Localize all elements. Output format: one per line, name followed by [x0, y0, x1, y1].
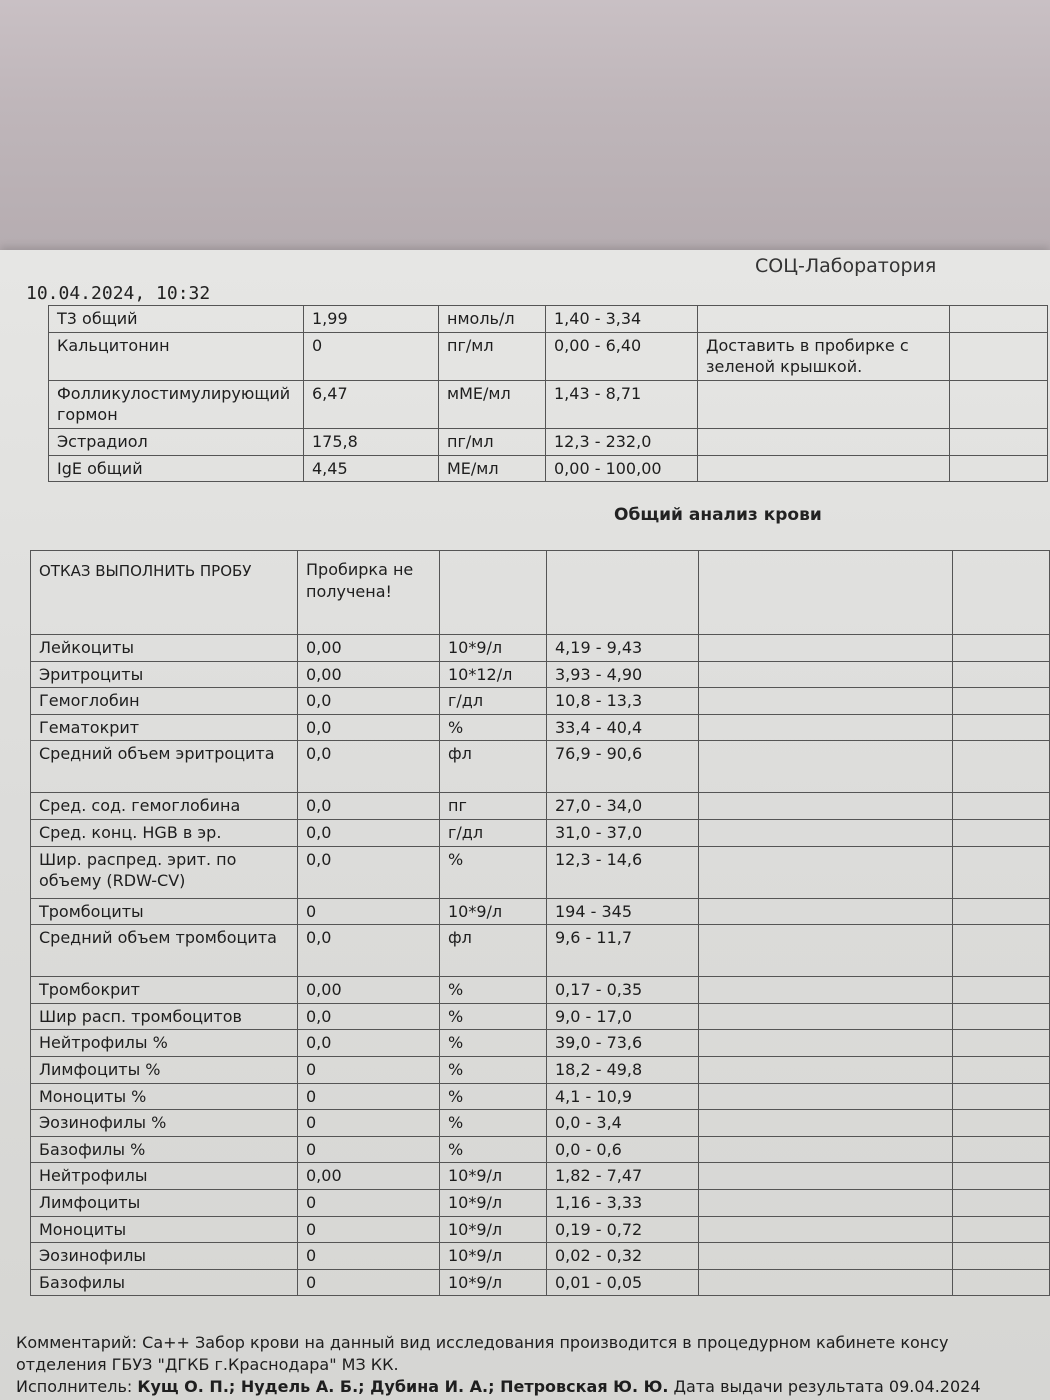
cbc-row-value: 0,00 — [298, 1163, 440, 1190]
refusal-value: Пробирка не получена! — [298, 551, 440, 635]
issue-date: 09.04.2024 — [888, 1377, 981, 1396]
cbc-row — [31, 793, 1050, 820]
hormone-row-name: IgE общий — [49, 455, 304, 482]
cbc-row-range: 31,0 - 37,0 — [547, 819, 699, 846]
cbc-row-range: 10,8 - 13,3 — [547, 688, 699, 715]
cbc-row-unit: % — [440, 846, 547, 898]
hormone-row-unit: МЕ/мл — [439, 455, 546, 482]
cbc-row-unit: 10*9/л — [440, 1189, 547, 1216]
cbc-row — [31, 1163, 1050, 1190]
cbc-row-name: Эритроциты — [31, 661, 298, 688]
cbc-row — [31, 741, 1050, 793]
cbc-row-value: 0,00 — [298, 661, 440, 688]
issue-date-label: Дата выдачи результата — [673, 1377, 884, 1396]
cbc-row-unit: 10*9/л — [440, 1216, 547, 1243]
cbc-row-name: Тромбоциты — [31, 898, 298, 925]
cbc-row-unit: % — [440, 1003, 547, 1030]
cbc-row — [31, 1243, 1050, 1270]
cbc-row-name: Гемоглобин — [31, 688, 298, 715]
hormone-row-name: Т3 общий — [49, 306, 304, 333]
cbc-row-value: 0,0 — [298, 741, 440, 793]
cbc-row-unit: % — [440, 714, 547, 741]
cbc-row — [31, 661, 1050, 688]
cbc-row-name: Тромбокрит — [31, 977, 298, 1004]
cbc-row-name: Сред. конц. HGB в эр. — [31, 819, 298, 846]
cbc-row-unit: % — [440, 1136, 547, 1163]
cbc-row-range: 27,0 - 34,0 — [547, 793, 699, 820]
hormone-row-note — [698, 306, 950, 333]
cbc-row-value: 0 — [298, 1216, 440, 1243]
cbc-row — [31, 925, 1050, 977]
cbc-row-name: Средний объем тромбоцита — [31, 925, 298, 977]
hormone-row-range: 0,00 - 6,40 — [546, 332, 698, 380]
cbc-row — [31, 898, 1050, 925]
cbc-row-value: 0,0 — [298, 1030, 440, 1057]
cbc-row-value: 0,0 — [298, 846, 440, 898]
cbc-row-range: 0,02 - 0,32 — [547, 1243, 699, 1270]
cbc-row-value: 0,0 — [298, 925, 440, 977]
hormone-row-value: 4,45 — [304, 455, 439, 482]
cbc-row — [31, 1083, 1050, 1110]
lab-name: СОЦ-Лаборатория — [755, 255, 937, 277]
hormone-row — [49, 428, 1048, 455]
cbc-row-unit: 10*9/л — [440, 1163, 547, 1190]
cbc-row — [31, 1110, 1050, 1137]
cbc-row — [31, 1030, 1050, 1057]
cbc-row-value: 0,0 — [298, 688, 440, 715]
cbc-row-range: 9,0 - 17,0 — [547, 1003, 699, 1030]
hormone-row-range: 1,43 - 8,71 — [546, 380, 698, 428]
hormone-row — [49, 380, 1048, 428]
cbc-row-value: 0,00 — [298, 635, 440, 662]
cbc-row-range: 33,4 - 40,4 — [547, 714, 699, 741]
cbc-row-value: 0 — [298, 1243, 440, 1270]
cbc-row-unit: % — [440, 1110, 547, 1137]
cbc-row-name: Нейтрофилы % — [31, 1030, 298, 1057]
cbc-row-name: Лимфоциты % — [31, 1056, 298, 1083]
footer-performers-line — [16, 1376, 1050, 1398]
performers-label: Исполнитель: — [16, 1377, 133, 1396]
cbc-row-range: 0,0 - 0,6 — [547, 1136, 699, 1163]
cbc-row-unit: г/дл — [440, 819, 547, 846]
cbc-row-range: 0,19 - 0,72 — [547, 1216, 699, 1243]
cbc-row-value: 0 — [298, 1136, 440, 1163]
cbc-row — [31, 977, 1050, 1004]
cbc-row — [31, 1269, 1050, 1296]
cbc-row — [31, 1216, 1050, 1243]
cbc-row-unit: % — [440, 977, 547, 1004]
hormone-row — [49, 332, 1048, 380]
cbc-row-range: 1,82 - 7,47 — [547, 1163, 699, 1190]
cbc-row-name: Лимфоциты — [31, 1189, 298, 1216]
cbc-row-name: Шир. распред. эрит. по объему (RDW-CV) — [31, 846, 298, 898]
cbc-row-name: Средний объем эритроцита — [31, 741, 298, 793]
cbc-row-value: 0,0 — [298, 1003, 440, 1030]
cbc-results-table — [30, 550, 1050, 1296]
cbc-section-title: Общий анализ крови — [614, 505, 822, 525]
cbc-row-unit: пг — [440, 793, 547, 820]
hormone-row-value: 175,8 — [304, 428, 439, 455]
cbc-row-name: Лейкоциты — [31, 635, 298, 662]
cbc-row — [31, 1003, 1050, 1030]
hormone-row-unit: нмоль/л — [439, 306, 546, 333]
cbc-row — [31, 1189, 1050, 1216]
hormone-row — [49, 455, 1048, 482]
cbc-row — [31, 714, 1050, 741]
cbc-row-range: 4,19 - 9,43 — [547, 635, 699, 662]
cbc-row-name: Базофилы — [31, 1269, 298, 1296]
cbc-row-unit: % — [440, 1056, 547, 1083]
hormone-row-range: 0,00 - 100,00 — [546, 455, 698, 482]
hormone-row-name: Фолликулостимулирующий гормон — [49, 380, 304, 428]
cbc-row-range: 1,16 - 3,33 — [547, 1189, 699, 1216]
cbc-row-value: 0 — [298, 1189, 440, 1216]
refusal-row — [31, 551, 1050, 635]
cbc-row-unit: г/дл — [440, 688, 547, 715]
cbc-row-range: 39,0 - 73,6 — [547, 1030, 699, 1057]
hormone-row-note: Доставить в пробирке с зеленой крышкой. — [698, 332, 950, 380]
hormone-row-name: Эстрадиол — [49, 428, 304, 455]
hormone-row — [49, 306, 1048, 333]
cbc-row-unit: % — [440, 1083, 547, 1110]
cbc-row-range: 18,2 - 49,8 — [547, 1056, 699, 1083]
report-footer — [16, 1332, 1050, 1398]
hormone-row-range: 1,40 - 3,34 — [546, 306, 698, 333]
cbc-row-name: Шир расп. тромбоцитов — [31, 1003, 298, 1030]
cbc-row-value: 0,0 — [298, 793, 440, 820]
cbc-row-value: 0 — [298, 1269, 440, 1296]
cbc-row-unit: фл — [440, 741, 547, 793]
hormone-row-unit: пг/мл — [439, 428, 546, 455]
cbc-row-unit: 10*9/л — [440, 1243, 547, 1270]
cbc-row-value: 0,00 — [298, 977, 440, 1004]
cbc-row-range: 194 - 345 — [547, 898, 699, 925]
cbc-row-range: 12,3 - 14,6 — [547, 846, 699, 898]
cbc-row — [31, 819, 1050, 846]
cbc-row-name: Нейтрофилы — [31, 1163, 298, 1190]
hormone-row-unit: мМЕ/мл — [439, 380, 546, 428]
cbc-row-name: Эозинофилы — [31, 1243, 298, 1270]
footer-comment: Комментарий: Са++ Забор крови на данный вид исследования производится в процедурном кабинете консу — [16, 1333, 949, 1352]
cbc-row-name: Гематокрит — [31, 714, 298, 741]
hormone-results-table — [48, 305, 1048, 482]
report-datetime: 10.04.2024, 10:32 — [26, 283, 211, 304]
cbc-row — [31, 688, 1050, 715]
cbc-row — [31, 1136, 1050, 1163]
cbc-row-unit: 10*12/л — [440, 661, 547, 688]
cbc-row-range: 0,17 - 0,35 — [547, 977, 699, 1004]
hormone-row-value: 1,99 — [304, 306, 439, 333]
hormone-row-note — [698, 428, 950, 455]
cbc-row-unit: 10*9/л — [440, 1269, 547, 1296]
hormone-row-unit: пг/мл — [439, 332, 546, 380]
cbc-row-value: 0 — [298, 1110, 440, 1137]
hormone-row-value: 0 — [304, 332, 439, 380]
hormone-row-range: 12,3 - 232,0 — [546, 428, 698, 455]
cbc-row-value: 0 — [298, 898, 440, 925]
hormone-row-value: 6,47 — [304, 380, 439, 428]
cbc-row-value: 0,0 — [298, 819, 440, 846]
cbc-row — [31, 846, 1050, 898]
cbc-row-name: Сред. сод. гемоглобина — [31, 793, 298, 820]
cbc-row-range: 76,9 - 90,6 — [547, 741, 699, 793]
cbc-row-range: 3,93 - 4,90 — [547, 661, 699, 688]
performers-names: Кущ О. П.; Нудель А. Б.; Дубина И. А.; Петровская Ю. Ю. — [137, 1377, 669, 1396]
cbc-row-name: Эозинофилы % — [31, 1110, 298, 1137]
hormone-row-name: Кальцитонин — [49, 332, 304, 380]
cbc-row-range: 0,01 - 0,05 — [547, 1269, 699, 1296]
cbc-row-range: 0,0 - 3,4 — [547, 1110, 699, 1137]
cbc-row-range: 4,1 - 10,9 — [547, 1083, 699, 1110]
cbc-row-value: 0,0 — [298, 714, 440, 741]
cbc-row-unit: 10*9/л — [440, 898, 547, 925]
cbc-row — [31, 635, 1050, 662]
cbc-row-value: 0 — [298, 1083, 440, 1110]
cbc-row-name: Моноциты % — [31, 1083, 298, 1110]
cbc-row-unit: фл — [440, 925, 547, 977]
hormone-row-note — [698, 455, 950, 482]
cbc-row-value: 0 — [298, 1056, 440, 1083]
refusal-label: ОТКАЗ ВЫПОЛНИТЬ ПРОБУ — [31, 551, 298, 635]
cbc-row-unit: 10*9/л — [440, 635, 547, 662]
cbc-row-range: 9,6 - 11,7 — [547, 925, 699, 977]
footer-comment-line2: отделения ГБУЗ "ДГКБ г.Краснодара" МЗ КК. — [16, 1355, 399, 1374]
cbc-row-name: Моноциты — [31, 1216, 298, 1243]
cbc-row — [31, 1056, 1050, 1083]
background-fabric — [0, 0, 1050, 260]
hormone-row-note — [698, 380, 950, 428]
cbc-row-name: Базофилы % — [31, 1136, 298, 1163]
cbc-row-unit: % — [440, 1030, 547, 1057]
